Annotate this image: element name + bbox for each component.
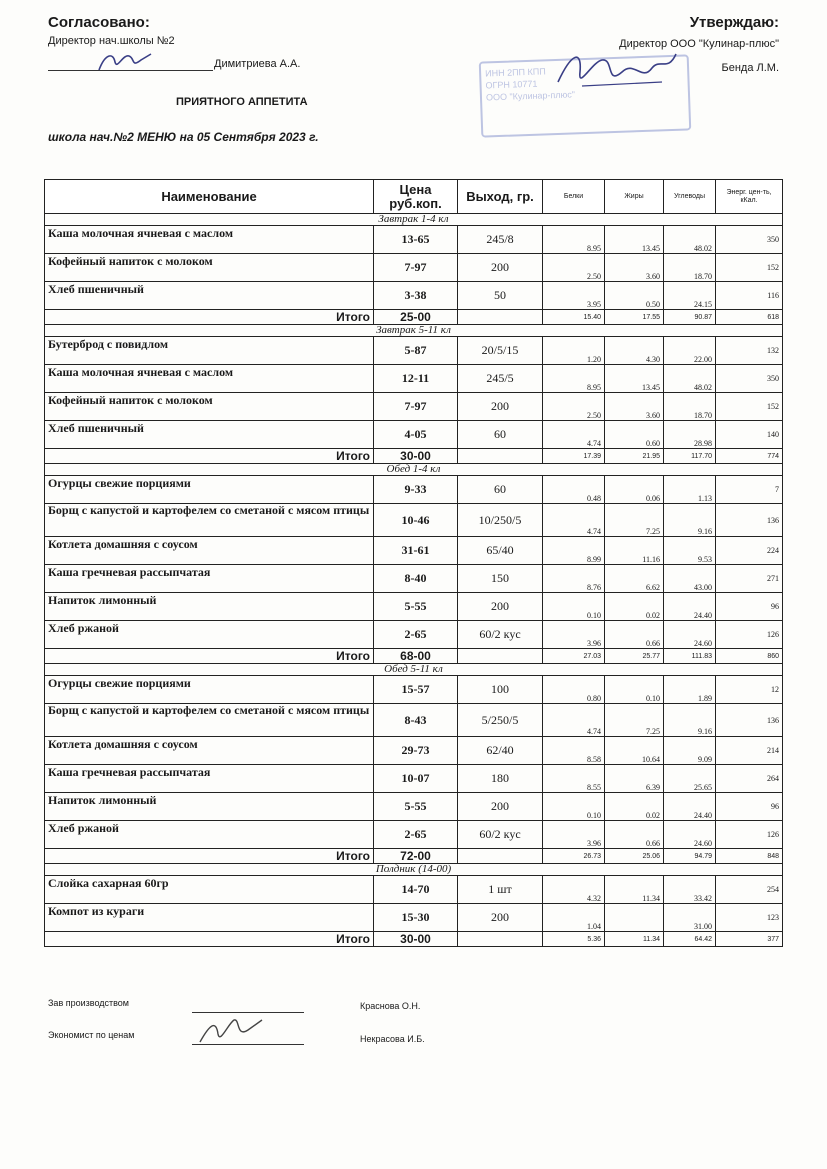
total-output-empty [458,310,543,325]
item-price: 2-65 [374,621,458,649]
item-protein: 4.32 [543,876,605,904]
total-output-empty [458,449,543,464]
menu-item-row [45,704,783,737]
item-name: Кофейный напиток с молоком [45,393,374,421]
footer-line-1 [192,1012,304,1013]
item-name: Борщ с капустой и картофелем со сметаной с мясом птицы [45,704,374,737]
item-protein: 8.99 [543,537,605,565]
total-label: Итого [45,449,374,464]
item-carbs: 28.98 [664,421,716,449]
item-output: 5/250/5 [458,704,543,737]
item-fat: 13.45 [605,226,664,254]
item-fat: 7.25 [605,704,664,737]
company-stamp: ИНН 2ПП КПП ОГРН 10771 ООО "Кулинар-плюс" [479,54,692,137]
section-title: Обед 1-4 кл [45,464,783,476]
item-price: 5-55 [374,793,458,821]
item-output: 245/5 [458,365,543,393]
item-output: 200 [458,254,543,282]
item-protein: 2.50 [543,393,605,421]
greeting: ПРИЯТНОГО АППЕТИТА [176,96,308,108]
school-director-name: Димитриева А.А. [214,58,301,70]
item-fat: 0.50 [605,282,664,310]
school-director-title: Директор нач.школы №2 [48,35,175,47]
section-title: Завтрак 5-11 кл [45,325,783,337]
item-energy: 271 [716,565,783,593]
item-carbs: 18.70 [664,393,716,421]
item-fat: 0.66 [605,821,664,849]
item-energy: 152 [716,393,783,421]
item-name: Хлеб пшеничный [45,282,374,310]
item-carbs: 24.40 [664,793,716,821]
total-output-empty [458,649,543,664]
item-price: 31-61 [374,537,458,565]
total-row [45,310,783,325]
item-energy: 136 [716,504,783,537]
item-carbs: 18.70 [664,254,716,282]
item-fat: 0.02 [605,593,664,621]
total-protein: 15.40 [543,310,605,325]
menu-item-row [45,282,783,310]
item-protein: 4.74 [543,504,605,537]
item-price: 4-05 [374,421,458,449]
item-fat: 0.60 [605,421,664,449]
item-fat: 4.30 [605,337,664,365]
item-protein: 8.58 [543,737,605,765]
item-energy: 126 [716,821,783,849]
item-carbs: 1.13 [664,476,716,504]
item-fat: 6.39 [605,765,664,793]
item-fat: 11.16 [605,537,664,565]
item-protein: 0.10 [543,593,605,621]
item-carbs: 24.60 [664,821,716,849]
item-name: Напиток лимонный [45,593,374,621]
col-fat-header: Жиры [605,180,664,214]
item-carbs: 24.15 [664,282,716,310]
item-fat: 3.60 [605,393,664,421]
section-header-row [45,464,783,476]
item-name: Котлета домашняя с соусом [45,737,374,765]
total-protein: 5.36 [543,932,605,947]
menu-item-row [45,365,783,393]
item-energy: 254 [716,876,783,904]
item-carbs: 22.00 [664,337,716,365]
footer-name-economist: Некрасова И.Б. [360,1034,425,1044]
item-fat: 0.06 [605,476,664,504]
item-price: 3-38 [374,282,458,310]
item-energy: 264 [716,765,783,793]
item-carbs: 9.09 [664,737,716,765]
item-name: Компот из кураги [45,904,374,932]
item-output: 60/2 кус [458,621,543,649]
item-output: 65/40 [458,537,543,565]
item-output: 10/250/5 [458,504,543,537]
item-output: 20/5/15 [458,337,543,365]
item-protein: 8.95 [543,365,605,393]
item-name: Слойка сахарная 60гр [45,876,374,904]
col-name-header: Наименование [45,180,374,214]
item-energy: 12 [716,676,783,704]
item-carbs: 9.16 [664,504,716,537]
footer-label-economist: Экономист по ценам [48,1030,135,1040]
item-carbs: 33.42 [664,876,716,904]
menu-item-row [45,254,783,282]
section-header-row [45,214,783,226]
total-row [45,932,783,947]
total-price: 25-00 [374,310,458,325]
item-name: Хлеб ржаной [45,821,374,849]
item-protein: 8.76 [543,565,605,593]
item-name: Каша гречневая рассыпчатая [45,565,374,593]
item-energy: 123 [716,904,783,932]
item-price: 7-97 [374,393,458,421]
item-name: Каша молочная ячневая с маслом [45,226,374,254]
item-price: 15-30 [374,904,458,932]
signature-left-icon [95,48,155,74]
company-director-name: Бенда Л.М. [721,62,779,74]
section-title: Полдник (14-00) [45,864,783,876]
total-label: Итого [45,932,374,947]
item-protein: 3.96 [543,621,605,649]
total-price: 72-00 [374,849,458,864]
item-output: 62/40 [458,737,543,765]
item-price: 15-57 [374,676,458,704]
item-name: Кофейный напиток с молоком [45,254,374,282]
item-protein: 3.96 [543,821,605,849]
item-price: 5-87 [374,337,458,365]
item-protein: 0.10 [543,793,605,821]
item-protein: 1.04 [543,904,605,932]
item-name: Бутерброд с повидлом [45,337,374,365]
item-carbs: 1.89 [664,676,716,704]
item-carbs: 48.02 [664,226,716,254]
total-energy: 848 [716,849,783,864]
col-output-header: Выход, гр. [458,180,543,214]
item-energy: 96 [716,793,783,821]
total-fat: 25.06 [605,849,664,864]
total-carbs: 94.79 [664,849,716,864]
menu-item-row [45,504,783,537]
item-price: 12-11 [374,365,458,393]
item-energy: 132 [716,337,783,365]
item-output: 100 [458,676,543,704]
total-energy: 377 [716,932,783,947]
menu-item-row [45,476,783,504]
menu-item-row [45,621,783,649]
item-protein: 2.50 [543,254,605,282]
item-name: Котлета домашняя с соусом [45,537,374,565]
item-fat: 13.45 [605,365,664,393]
menu-item-row [45,793,783,821]
item-price: 14-70 [374,876,458,904]
col-price-header: Цена руб.коп. [374,180,458,214]
total-row [45,849,783,864]
item-protein: 8.55 [543,765,605,793]
item-name: Огурцы свежие порциями [45,676,374,704]
total-fat: 11.34 [605,932,664,947]
item-price: 29-73 [374,737,458,765]
item-energy: 152 [716,254,783,282]
total-carbs: 117.70 [664,449,716,464]
approved-title: Согласовано: [48,14,150,31]
menu-item-row [45,737,783,765]
item-output: 200 [458,904,543,932]
item-price: 10-07 [374,765,458,793]
item-energy: 96 [716,593,783,621]
item-name: Хлеб пшеничный [45,421,374,449]
item-carbs: 9.53 [664,537,716,565]
total-carbs: 111.83 [664,649,716,664]
menu-item-row [45,565,783,593]
item-price: 10-46 [374,504,458,537]
item-energy: 350 [716,365,783,393]
total-protein: 27.03 [543,649,605,664]
item-output: 200 [458,793,543,821]
menu-item-row [45,904,783,932]
menu-item-row [45,421,783,449]
total-price: 30-00 [374,449,458,464]
item-carbs: 9.16 [664,704,716,737]
item-protein: 4.74 [543,421,605,449]
item-carbs: 25.65 [664,765,716,793]
total-label: Итого [45,649,374,664]
item-output: 200 [458,593,543,621]
menu-item-row [45,226,783,254]
item-price: 9-33 [374,476,458,504]
total-fat: 17.55 [605,310,664,325]
item-fat: 0.02 [605,793,664,821]
item-fat: 11.34 [605,876,664,904]
footer-label-production: Зав производством [48,998,129,1008]
menu-item-row [45,876,783,904]
company-director-title: Директор ООО "Кулинар-плюс" [619,38,779,50]
item-name: Огурцы свежие порциями [45,476,374,504]
item-name: Борщ с капустой и картофелем со сметаной с мясом птицы [45,504,374,537]
section-header-row [45,325,783,337]
item-protein: 4.74 [543,704,605,737]
item-energy: 116 [716,282,783,310]
total-energy: 618 [716,310,783,325]
item-price: 8-43 [374,704,458,737]
item-price: 2-65 [374,821,458,849]
menu-item-row [45,393,783,421]
total-price: 30-00 [374,932,458,947]
menu-item-row [45,593,783,621]
item-fat: 6.62 [605,565,664,593]
item-output: 150 [458,565,543,593]
menu-item-row [45,676,783,704]
item-carbs: 48.02 [664,365,716,393]
item-price: 8-40 [374,565,458,593]
menu-item-row [45,337,783,365]
col-protein-header: Белки [543,180,605,214]
total-carbs: 90.87 [664,310,716,325]
item-carbs: 31.00 [664,904,716,932]
signature-footer-icon [196,1014,266,1046]
item-output: 60/2 кус [458,821,543,849]
item-energy: 140 [716,421,783,449]
menu-subtitle: школа нач.№2 МЕНЮ на 05 Сентября 2023 г. [48,130,319,144]
item-carbs: 24.60 [664,621,716,649]
section-header-row [45,664,783,676]
footer-name-production: Краснова О.Н. [360,1001,421,1011]
item-fat: 7.25 [605,504,664,537]
col-energy-header: Энерг. цен-ть, кКал. [716,180,783,214]
item-protein: 1.20 [543,337,605,365]
total-energy: 860 [716,649,783,664]
item-output: 60 [458,421,543,449]
item-fat [605,904,664,932]
item-energy: 350 [716,226,783,254]
menu-item-row [45,765,783,793]
menu-item-row [45,537,783,565]
item-protein: 0.48 [543,476,605,504]
total-row [45,649,783,664]
total-label: Итого [45,849,374,864]
menu-item-row [45,821,783,849]
item-output: 50 [458,282,543,310]
col-carbs-header: Углеводы [664,180,716,214]
menu-table [44,179,783,947]
approve-title: Утверждаю: [689,14,779,31]
item-protein: 3.95 [543,282,605,310]
item-output: 60 [458,476,543,504]
item-output: 200 [458,393,543,421]
item-protein: 0.80 [543,676,605,704]
item-fat: 3.60 [605,254,664,282]
total-price: 68-00 [374,649,458,664]
item-output: 1 шт [458,876,543,904]
item-energy: 126 [716,621,783,649]
item-carbs: 24.40 [664,593,716,621]
item-energy: 224 [716,537,783,565]
section-title: Обед 5-11 кл [45,664,783,676]
item-output: 180 [458,765,543,793]
item-price: 7-97 [374,254,458,282]
item-protein: 8.95 [543,226,605,254]
item-price: 13-65 [374,226,458,254]
item-fat: 0.10 [605,676,664,704]
item-name: Каша молочная ячневая с маслом [45,365,374,393]
signature-right-icon [552,42,682,102]
total-fat: 25.77 [605,649,664,664]
total-protein: 26.73 [543,849,605,864]
total-label: Итого [45,310,374,325]
item-energy: 214 [716,737,783,765]
total-protein: 17.39 [543,449,605,464]
item-fat: 10.64 [605,737,664,765]
item-name: Хлеб ржаной [45,621,374,649]
item-name: Каша гречневая рассыпчатая [45,765,374,793]
total-carbs: 64.42 [664,932,716,947]
total-energy: 774 [716,449,783,464]
item-energy: 7 [716,476,783,504]
total-row [45,449,783,464]
item-energy: 136 [716,704,783,737]
item-price: 5-55 [374,593,458,621]
total-output-empty [458,849,543,864]
item-fat: 0.66 [605,621,664,649]
total-output-empty [458,932,543,947]
section-header-row [45,864,783,876]
item-name: Напиток лимонный [45,793,374,821]
section-title: Завтрак 1-4 кл [45,214,783,226]
total-fat: 21.95 [605,449,664,464]
item-output: 245/8 [458,226,543,254]
item-carbs: 43.00 [664,565,716,593]
